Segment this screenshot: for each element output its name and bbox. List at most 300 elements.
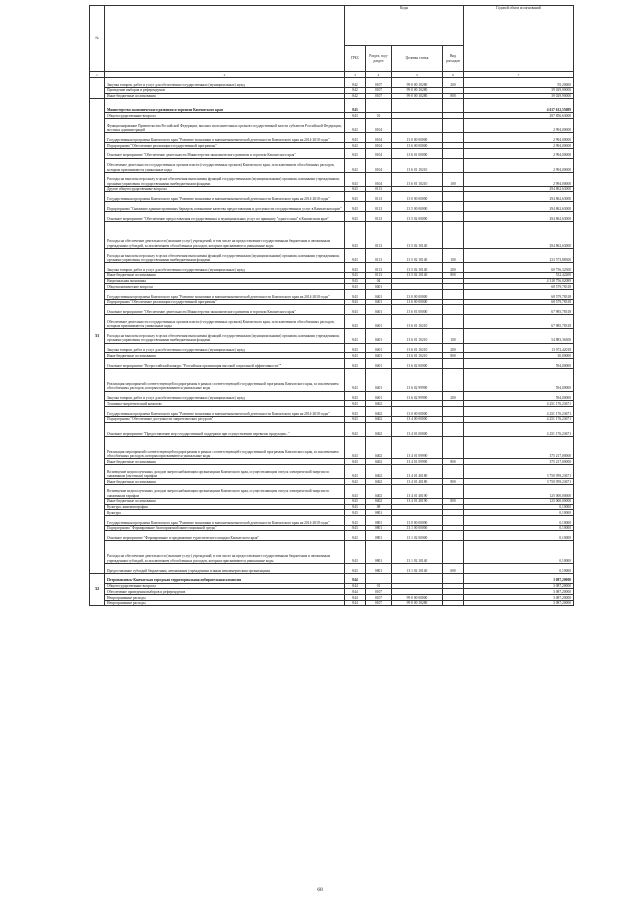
- row-target-article: 13 0 00 00000: [392, 133, 443, 143]
- row-annual-sum: 294 862,63000: [464, 186, 574, 192]
- row-expense-type: [443, 148, 464, 158]
- row-number: 31: [90, 99, 105, 573]
- row-name: Закупка товаров, работ и услуг для обеспечения государственных (муниципальных) нужд: [105, 343, 345, 353]
- row-razdel: 0113: [366, 186, 392, 192]
- row-razdel: 0402: [366, 459, 392, 465]
- row-target-article: 13 4 01 40180: [392, 464, 443, 478]
- row-grbs: 844: [345, 595, 366, 601]
- row-razdel: 0107: [366, 600, 392, 606]
- row-name: Закупка товаров, работ и услуг для обеспечения государственных (муниципальных) нужд: [105, 78, 345, 88]
- row-name: Расходы на выплаты персоналу в целях обеспечения выполнения функций государственными (муниципальными) органами, казенными учреждениями, органами управления государственными внебюджетными фондами: [105, 172, 345, 186]
- row-grbs: 843: [345, 305, 366, 315]
- row-annual-sum: 4 318 756,02089: [464, 278, 574, 284]
- row-annual-sum: 594,00000: [464, 369, 574, 392]
- row-name: Проведение выборов и референдумов: [105, 87, 345, 93]
- row-annual-sum: 4 251 176,23671: [464, 422, 574, 436]
- row-annual-sum: 294 862,63000: [464, 212, 574, 222]
- row-expense-type: 100: [443, 329, 464, 343]
- table-row: [90, 484, 574, 498]
- table-row: [90, 315, 574, 329]
- row-target-article: 13 5 02 10140: [392, 272, 443, 278]
- row-annual-sum: 3 087,20000: [464, 573, 574, 583]
- row-razdel: 0401: [366, 289, 392, 299]
- row-target-article: 99 0 00 10280: [392, 93, 443, 99]
- row-target-article: 13 4 01 40180: [392, 479, 443, 485]
- table-row: [90, 515, 574, 525]
- column-number: 1: [90, 72, 105, 78]
- row-grbs: 843: [345, 436, 366, 459]
- row-target-article: 13 4 01 09990: [392, 436, 443, 459]
- row-expense-type: 600: [443, 563, 464, 573]
- row-expense-type: [443, 305, 464, 315]
- row-grbs: 843: [345, 515, 366, 525]
- row-razdel: 0402: [366, 479, 392, 485]
- row-annual-sum: 30,00000: [464, 353, 574, 359]
- row-razdel: 0104: [366, 148, 392, 158]
- row-annual-sum: 3 087,20000: [464, 583, 574, 589]
- header-razdel: Раздел, под-раздел: [366, 46, 392, 72]
- row-grbs: 843: [345, 148, 366, 158]
- row-name: Предоставление субсидий бюджетным, автономным учреждениям и иным некоммерческим организациям: [105, 563, 345, 573]
- row-target-article: 13 5 02 00000: [392, 212, 443, 222]
- row-target-article: 13 6 01 10210: [392, 158, 443, 172]
- row-annual-sum: 4 251 176,23671: [464, 416, 574, 422]
- row-razdel: 0402: [366, 422, 392, 436]
- row-expense-type: 800: [443, 353, 464, 359]
- row-razdel: 0113: [366, 222, 392, 249]
- row-name: Возмещение недополученных доходов энергоснабжающим организациям Камчатского края, осуществляющим отпуск электрической энергии по сниженным тарифам: [105, 484, 345, 498]
- row-name: Иные бюджетные ассигнования: [105, 459, 345, 465]
- row-razdel: 0801: [366, 563, 392, 573]
- row-target-article: 99 0 00 10280: [392, 78, 443, 88]
- row-annual-sum: 2 994,00000: [464, 148, 574, 158]
- row-grbs: 843: [345, 479, 366, 485]
- row-name: Общегосударственные вопросы: [105, 583, 345, 589]
- row-grbs: 843: [345, 212, 366, 222]
- row-razdel: 0104: [366, 172, 392, 186]
- row-target-article: 13 6 02 00000: [392, 359, 443, 369]
- row-expense-type: [443, 99, 464, 113]
- row-expense-type: [443, 192, 464, 202]
- row-grbs: 843: [345, 510, 366, 516]
- row-grbs: 843: [345, 422, 366, 436]
- row-grbs: 843: [345, 498, 366, 504]
- row-grbs: 843: [345, 525, 366, 531]
- row-name: Функционирование Правительства Российской Федерации, высших исполнительных органов государственной власти субъектов Российской Федерации, местных администраций: [105, 119, 345, 133]
- row-grbs: 843: [345, 464, 366, 478]
- row-target-article: 13 0 00 00000: [392, 407, 443, 417]
- row-target-article: 99 0 00 10280: [392, 87, 443, 93]
- row-name: Непрограммные расходы: [105, 595, 345, 601]
- row-name: Основное мероприятие "Обеспечение деятельности Министерства экономического развития и торговли Камчатского края": [105, 148, 345, 158]
- row-target-article: 13 1 02 10140: [392, 541, 443, 564]
- row-annual-sum: 54 883,36300: [464, 329, 574, 343]
- row-expense-type: [443, 515, 464, 525]
- header-annual: Годовой объем ассигнований: [464, 6, 574, 72]
- row-target-article: [392, 99, 443, 113]
- table-row: [90, 531, 574, 541]
- row-target-article: 13 4 01 40190: [392, 498, 443, 504]
- row-annual-sum: 3 087,20000: [464, 589, 574, 595]
- row-expense-type: [443, 212, 464, 222]
- row-name: Культура, кинематография: [105, 504, 345, 510]
- row-name: Иные бюджетные ассигнования: [105, 498, 345, 504]
- header-number: №: [90, 6, 105, 72]
- row-grbs: 842: [345, 78, 366, 88]
- row-annual-sum: 39 029,90000: [464, 87, 574, 93]
- row-grbs: 843: [345, 343, 366, 353]
- row-name: Топливно-энергетический комплекс: [105, 401, 345, 407]
- row-annual-sum: 3 087,20000: [464, 595, 574, 601]
- row-razdel: 0113: [366, 262, 392, 272]
- row-razdel: 0113: [366, 192, 392, 202]
- row-target-article: 13 6 01 00000: [392, 148, 443, 158]
- row-annual-sum: 4 251 176,23671: [464, 401, 574, 407]
- row-annual-sum: 0,10000: [464, 531, 574, 541]
- row-expense-type: 800: [443, 498, 464, 504]
- table-row: [90, 262, 574, 272]
- table-row: [90, 436, 574, 459]
- table-row: [90, 305, 574, 315]
- row-expense-type: [443, 531, 464, 541]
- row-target-article: 99 0 00 10280: [392, 600, 443, 606]
- row-target-article: 13 6 01 00000: [392, 305, 443, 315]
- row-name: Основное мероприятие "Всероссийский конкурс "Российская организация высокой социальной эффективности"": [105, 359, 345, 369]
- row-grbs: 843: [345, 158, 366, 172]
- row-razdel: 0107: [366, 595, 392, 601]
- row-annual-sum: 0,10000: [464, 510, 574, 516]
- row-expense-type: [443, 119, 464, 133]
- row-target-article: 13 6 01 10210: [392, 353, 443, 359]
- row-expense-type: [443, 359, 464, 369]
- row-name: Подпрограмма "Обеспечение реализации государственной программы": [105, 299, 345, 305]
- row-name: Петропавловск-Камчатская городская территориальная избирательная комиссия: [105, 573, 345, 583]
- row-name: Общегосударственные вопросы: [105, 113, 345, 119]
- row-target-article: 13 4 01 00000: [392, 422, 443, 436]
- row-razdel: 0402: [366, 498, 392, 504]
- row-annual-sum: 0,10000: [464, 525, 574, 531]
- row-target-article: 13 1 02 00000: [392, 531, 443, 541]
- row-target-article: 13 0 00 00000: [392, 289, 443, 299]
- table-row: [90, 212, 574, 222]
- table-row: [90, 158, 574, 172]
- row-annual-sum: 67 985,78318: [464, 315, 574, 329]
- row-annual-sum: 125 000,00000: [464, 498, 574, 504]
- row-name: Подпрограмма "Обеспечение доступности энергетических ресурсов": [105, 416, 345, 422]
- row-razdel: 0402: [366, 401, 392, 407]
- row-name: Подпрограмма "Обеспечение реализации государственной программы": [105, 143, 345, 149]
- row-razdel: 0113: [366, 212, 392, 222]
- row-name: Закупка товаров, работ и услуг для обеспечения государственных (муниципальных) нужд: [105, 262, 345, 272]
- table-row: [90, 133, 574, 143]
- row-name: Основное мероприятие "Формирование и продвижение туристического имиджа Камчатского края": [105, 531, 345, 541]
- budget-table: [89, 5, 574, 606]
- row-expense-type: [443, 133, 464, 143]
- row-expense-type: 800: [443, 93, 464, 99]
- row-annual-sum: 3 750 959,23671: [464, 464, 574, 478]
- row-target-article: 13 6 02 99990: [392, 391, 443, 401]
- row-expense-type: [443, 289, 464, 299]
- row-grbs: 843: [345, 329, 366, 343]
- row-razdel: 0801: [366, 515, 392, 525]
- row-name: Подпрограмма "Формирование благоприятной инвестиционной среды": [105, 525, 345, 531]
- row-name: Иные бюджетные ассигнования: [105, 353, 345, 359]
- row-name: Обеспечение проведения выборов и референдумов: [105, 589, 345, 595]
- page-number: 68: [317, 887, 323, 893]
- row-grbs: 843: [345, 407, 366, 417]
- row-razdel: 0107: [366, 93, 392, 99]
- row-annual-sum: 13 072,42018: [464, 343, 574, 353]
- row-razdel: 0402: [366, 436, 392, 459]
- row-name: Основное мероприятие "Обеспечение деятельности Министерства экономического развития и торговли Камчатского края": [105, 305, 345, 315]
- row-grbs: 843: [345, 391, 366, 401]
- table-row: [90, 289, 574, 299]
- row-razdel: 01: [366, 583, 392, 589]
- row-grbs: 843: [345, 401, 366, 407]
- row-expense-type: [443, 202, 464, 212]
- table-row: [90, 359, 574, 369]
- table-row: [90, 119, 574, 133]
- row-target-article: 13 5 02 10140: [392, 262, 443, 272]
- row-grbs: 843: [345, 359, 366, 369]
- row-annual-sum: 0,10000: [464, 541, 574, 564]
- row-grbs: 843: [345, 222, 366, 249]
- row-name: Национальная экономика: [105, 278, 345, 284]
- row-grbs: 843: [345, 289, 366, 299]
- row-annual-sum: 67 985,78318: [464, 305, 574, 315]
- row-grbs: 843: [345, 272, 366, 278]
- row-grbs: 844: [345, 583, 366, 589]
- row-target-article: [392, 119, 443, 133]
- row-annual-sum: 4 251 176,23671: [464, 407, 574, 417]
- row-razdel: 0401: [366, 315, 392, 329]
- row-annual-sum: 39 029,90000: [464, 93, 574, 99]
- table-row: [90, 329, 574, 343]
- row-razdel: [366, 573, 392, 583]
- row-grbs: 843: [345, 299, 366, 305]
- row-target-article: [392, 573, 443, 583]
- row-annual-sum: 125 000,00000: [464, 484, 574, 498]
- row-annual-sum: 375 217,00000: [464, 436, 574, 459]
- row-target-article: 13 5 02 10140: [392, 248, 443, 262]
- row-grbs: 843: [345, 143, 366, 149]
- table-row: [90, 192, 574, 202]
- row-name: Общеэкономические вопросы: [105, 284, 345, 290]
- row-annual-sum: 297 856,63000: [464, 113, 574, 119]
- header-expense-type: Вид расходов: [443, 46, 464, 72]
- row-razdel: 0104: [366, 133, 392, 143]
- row-expense-type: [443, 484, 464, 498]
- table-row: [90, 422, 574, 436]
- table-row: [90, 541, 574, 564]
- column-number: 2: [105, 72, 345, 78]
- row-target-article: 13 1 00 00000: [392, 525, 443, 531]
- row-razdel: 0401: [366, 391, 392, 401]
- row-name: Расходы на выплаты персоналу в целях обеспечения выполнения функций государственными (муниципальными) органами, казенными учреждениями, органами управления государственными внебюджетными фондами: [105, 248, 345, 262]
- row-razdel: 0401: [366, 343, 392, 353]
- row-expense-type: [443, 158, 464, 172]
- row-grbs: 844: [345, 600, 366, 606]
- row-annual-sum: 95,20000: [464, 78, 574, 88]
- row-grbs: 842: [345, 93, 366, 99]
- table-row: [90, 248, 574, 262]
- row-target-article: 13 6 02 99990: [392, 369, 443, 392]
- row-expense-type: 800: [443, 459, 464, 465]
- row-razdel: 0401: [366, 284, 392, 290]
- row-annual-sum: 3 087,20000: [464, 600, 574, 606]
- row-target-article: 13 0 00 00000: [392, 515, 443, 525]
- row-name: Непрограммные расходы: [105, 600, 345, 606]
- row-target-article: 13 4 00 00000: [392, 416, 443, 422]
- row-grbs: 843: [345, 113, 366, 119]
- row-expense-type: [443, 541, 464, 564]
- row-grbs: 843: [345, 315, 366, 329]
- row-target-article: 13 6 01 10210: [392, 172, 443, 186]
- row-razdel: 0402: [366, 464, 392, 478]
- row-number-empty: [90, 78, 105, 99]
- table-row: [90, 391, 574, 401]
- row-grbs: 843: [345, 459, 366, 465]
- row-grbs: 843: [345, 369, 366, 392]
- budget-table-page: [89, 5, 573, 606]
- row-annual-sum: 2 994,00000: [464, 119, 574, 133]
- row-target-article: 13 0 00 00000: [392, 192, 443, 202]
- row-razdel: 0113: [366, 202, 392, 212]
- row-target-article: 13 4 01 09990: [392, 459, 443, 465]
- row-annual-sum: 4 617 612,55089: [464, 99, 574, 113]
- row-name: Государственная программа Камчатского края "Развитие экономики и внешнеэкономической деятельности Камчатского края на 2014-2018 годы": [105, 515, 345, 525]
- header-row: [90, 6, 574, 46]
- row-grbs: 843: [345, 248, 366, 262]
- row-name: Расходы на обеспечение деятельности (оказание услуг) учреждений, в том числе на предоставление государственным бюджетным и автономным учреждениям субсидий, за исключением обособленных расходов, которым присваиваются уникальные коды: [105, 541, 345, 564]
- header-codes: Коды: [345, 6, 464, 46]
- row-annual-sum: 68 579,78318: [464, 289, 574, 299]
- row-target-article: 13 6 01 10210: [392, 315, 443, 329]
- row-grbs: 843: [345, 531, 366, 541]
- row-name: Реализация мероприятий соответствующей подпрограммы в рамках соответствующей государственной программы Камчатского края, за исключением обособленных расходов, которым присваиваются уникальные коды: [105, 369, 345, 392]
- row-annual-sum: 294 862,63000: [464, 222, 574, 249]
- row-name: Основное мероприятие "Обеспечение предоставления государственных и муниципальных услуг по принципу "одного окна" в Камчатском крае": [105, 212, 345, 222]
- row-annual-sum: 68 579,78318: [464, 299, 574, 305]
- row-razdel: 0107: [366, 78, 392, 88]
- table-row: [90, 600, 574, 606]
- row-expense-type: [443, 222, 464, 249]
- row-annual-sum: 60 756,32500: [464, 262, 574, 272]
- row-annual-sum: 0,10000: [464, 563, 574, 573]
- row-razdel: 0113: [366, 248, 392, 262]
- row-name: Министерство экономического развития и торговли Камчатского края: [105, 99, 345, 113]
- row-name: Государственная программа Камчатского края "Развитие экономики и внешнеэкономической деятельности Камчатского края на 2014-2018 годы": [105, 407, 345, 417]
- header-name: [105, 6, 345, 72]
- row-razdel: 0401: [366, 329, 392, 343]
- row-razdel: 0401: [366, 359, 392, 369]
- row-annual-sum: 594,00000: [464, 359, 574, 369]
- row-razdel: [366, 99, 392, 113]
- row-expense-type: [443, 369, 464, 392]
- row-razdel: 0401: [366, 369, 392, 392]
- column-number: 4: [366, 72, 392, 78]
- row-razdel: 0104: [366, 158, 392, 172]
- row-expense-type: 800: [443, 272, 464, 278]
- row-razdel: 0801: [366, 531, 392, 541]
- row-expense-type: 800: [443, 479, 464, 485]
- table-row: [90, 343, 574, 353]
- row-razdel: 0107: [366, 87, 392, 93]
- row-name: Расходы на обеспечение деятельности (оказание услуг) учреждений, в том числе на предоставление государственным бюджетным и автономным учреждениям субсидий, за исключением обособленных расходов, которым присваиваются уникальные коды: [105, 222, 345, 249]
- row-name: Основное мероприятие "Предоставление мер государственной поддержки при осуществлении перевозок продукции...": [105, 422, 345, 436]
- row-target-article: 13 6 01 10210: [392, 343, 443, 353]
- row-grbs: 844: [345, 589, 366, 595]
- row-razdel: 0113: [366, 272, 392, 278]
- row-annual-sum: 375 217,00000: [464, 459, 574, 465]
- table-row: [90, 202, 574, 212]
- row-grbs: 843: [345, 353, 366, 359]
- row-annual-sum: 532,42200: [464, 272, 574, 278]
- row-grbs: 843: [345, 278, 366, 284]
- row-razdel: 08: [366, 504, 392, 510]
- header-grbs: ГРБС: [345, 46, 366, 72]
- row-name: Закупка товаров, работ и услуг для обеспечения государственных (муниципальных) нужд: [105, 391, 345, 401]
- row-target-article: 13 5 02 10140: [392, 222, 443, 249]
- row-name: Обеспечение деятельности государственных органов власти (государственных органов) Камчатского края, за исключением обособленных расходов, которым присваиваются уникальные коды: [105, 315, 345, 329]
- row-grbs: 843: [345, 119, 366, 133]
- row-grbs: 843: [345, 186, 366, 192]
- row-target-article: 13 6 00 00000: [392, 299, 443, 305]
- row-expense-type: 100: [443, 172, 464, 186]
- table-row: [90, 407, 574, 417]
- row-razdel: 0402: [366, 407, 392, 417]
- row-razdel: 0402: [366, 484, 392, 498]
- row-name: Государственная программа Камчатского края "Развитие экономики и внешнеэкономической деятельности Камчатского края на 2014-2018 годы": [105, 192, 345, 202]
- row-number: 32: [90, 573, 105, 606]
- row-razdel: 0104: [366, 119, 392, 133]
- row-grbs: 843: [345, 563, 366, 573]
- row-grbs: 843: [345, 504, 366, 510]
- row-name: Иные бюджетные ассигнования: [105, 93, 345, 99]
- table-row: [90, 369, 574, 392]
- row-name: Возмещение недополученных доходов энергоснабжающим организациям Камчатского края, осуществляющим отпуск электрической энергии по сниженным (льготным) тарифам: [105, 464, 345, 478]
- table-row: [90, 563, 574, 573]
- row-name: Расходы на выплаты персоналу в целях обеспечения выполнения функций государственными (муниципальными) органами, казенными учреждениями, органами управления государственными внебюджетными фондами: [105, 329, 345, 343]
- column-number: 3: [345, 72, 366, 78]
- table-row: [90, 172, 574, 186]
- row-grbs: 843: [345, 172, 366, 186]
- row-razdel: 04: [366, 278, 392, 284]
- row-target-article: 13 6 00 00000: [392, 143, 443, 149]
- row-grbs: 843: [345, 99, 366, 113]
- row-grbs: 843: [345, 192, 366, 202]
- row-annual-sum: 2 994,00000: [464, 172, 574, 186]
- row-grbs: 842: [345, 87, 366, 93]
- row-annual-sum: 294 862,63000: [464, 202, 574, 212]
- row-grbs: 843: [345, 541, 366, 564]
- row-annual-sum: 2 994,00000: [464, 133, 574, 143]
- row-grbs: 843: [345, 284, 366, 290]
- row-annual-sum: 294 862,63000: [464, 192, 574, 202]
- row-annual-sum: 2 994,00000: [464, 158, 574, 172]
- row-razdel: 0401: [366, 299, 392, 305]
- row-razdel: 0801: [366, 525, 392, 531]
- row-expense-type: 200: [443, 78, 464, 88]
- row-annual-sum: 2 994,00000: [464, 143, 574, 149]
- row-razdel: 0107: [366, 589, 392, 595]
- row-target-article: 99 0 00 00000: [392, 595, 443, 601]
- table-row: [90, 78, 574, 88]
- row-grbs: 843: [345, 133, 366, 143]
- row-expense-type: [443, 464, 464, 478]
- row-name: Государственная программа Камчатского края "Развитие экономики и внешнеэкономической деятельности Камчатского края на 2014-2018 годы": [105, 289, 345, 299]
- row-razdel: 0801: [366, 541, 392, 564]
